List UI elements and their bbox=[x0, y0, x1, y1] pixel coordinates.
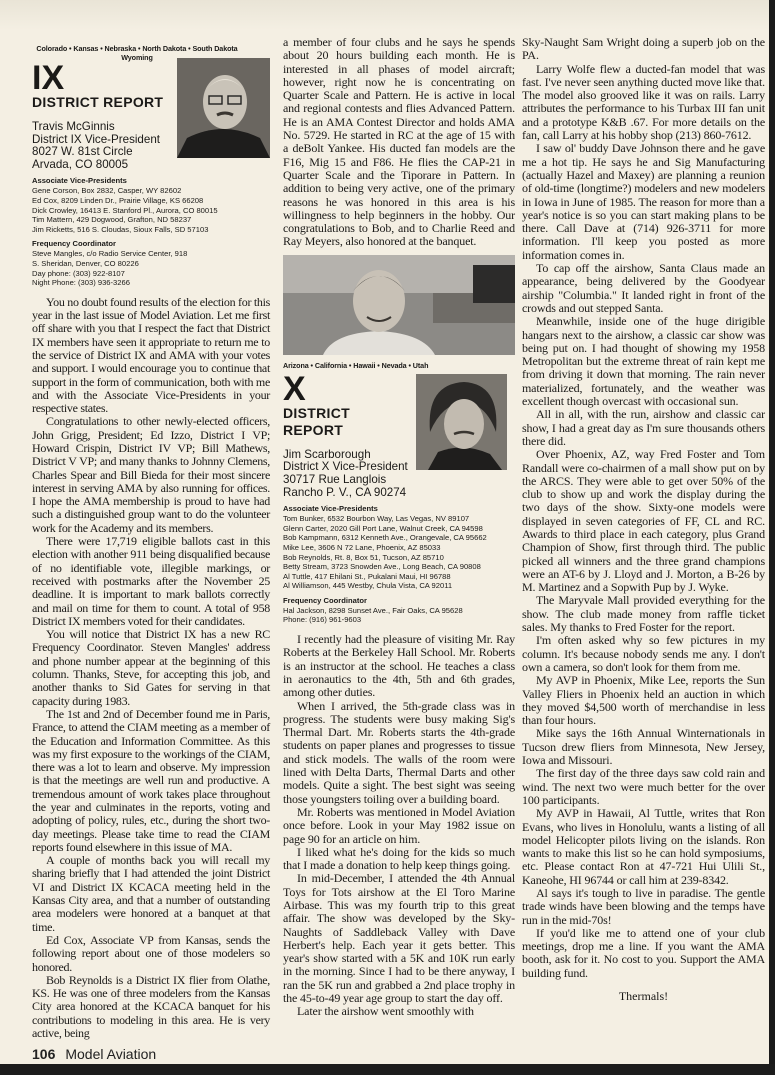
article-paragraph: All in all, with the run, airshow and classic car show, I had a great day as I'm sure thousands others there did. bbox=[522, 407, 765, 448]
article-paragraph: a member of four clubs and he says he spends about 20 hours building each month. He is interested in all phases of model aircraft; however, right now he is concentrating on Quarter Scale and Pattern. He is active in local and regional contests and flies Advanced Pattern. He is an AMA Contest Director and holds AMA No. 5729. He started in RC at the age of 15 with a deBolt Yankee. His ducted fan models are the F16, Mig 15 and F86. He flies the CAP-21 in Quarter Scale and the Tiporare in Pattern. In addition to being very active, one of the primary reasons he was honored in this area is his willingness to help beginners in the hobby. Our congratulations to Bob, and to Charlie Reed and Ray Meyers, also honored at the banquet. bbox=[283, 35, 515, 249]
article-paragraph: The first day of the three days saw cold rain and wind. The next two were much better for the over 100 participants. bbox=[522, 766, 765, 807]
column-1-body bbox=[32, 296, 270, 1041]
article-paragraph: If you'd like me to attend one of your club meetings, drop me a line. If you want the AMA booth, ask for it. No cost to you. Support the AMA building fund. bbox=[522, 925, 765, 980]
article-paragraph: To cap off the airshow, Santa Claus made an appearance, being delivered by the Goodyear airship "Columbia." It landed right in front of the crowds and out stepped Santa. bbox=[522, 261, 765, 315]
article-paragraph: I'm often asked why so few pictures in my column. It's because nobody sends me any. I don't own a camera, so don't look for them from me. bbox=[522, 633, 765, 674]
freq-contact bbox=[283, 606, 515, 625]
vp-address: Arvada, CO 80005 bbox=[32, 157, 129, 171]
freq-line: Phone: (916) 961-9603 bbox=[283, 615, 362, 625]
associate-entry: Al Tuttle, 417 Ehilani St., Pukalani Maui, HI 96788 bbox=[283, 571, 451, 581]
district-report-title: DISTRICT REPORT bbox=[32, 94, 164, 110]
portrait-icon bbox=[177, 58, 270, 158]
signoff: Thermals! bbox=[618, 989, 669, 1004]
article-paragraph: Al says it's tough to live in paradise. The gentle trade winds have been blowing and the temps have run in the mid-70s! bbox=[522, 886, 765, 927]
magazine-name: Model Aviation bbox=[65, 1046, 157, 1062]
district-numeral: IX bbox=[32, 59, 65, 97]
article-paragraph: I liked what he's doing for the kids so much that I made a donation to help keep things going. bbox=[283, 844, 515, 873]
photo-jim-scarborough bbox=[416, 374, 507, 470]
scan-border-right bbox=[769, 0, 775, 1075]
vp-address: 8027 W. 81st Circle bbox=[32, 145, 133, 159]
article-paragraph: My AVP in Phoenix, Mike Lee, reports the Sun Valley Fliers in Phoenix held an auction in which they moved $4,500 worth of merchandise in less than four hours. bbox=[522, 673, 765, 728]
column-2-top-body bbox=[283, 36, 515, 249]
freq-heading: Frequency Coordinator bbox=[283, 595, 367, 605]
page-number: 106 bbox=[32, 1046, 56, 1062]
states-line: Wyoming bbox=[121, 53, 153, 62]
article-paragraph: The Maryvale Mall provided everything for the show. The club made money from raffle ticket sales. My thanks to Fred Foster for the report. bbox=[522, 593, 765, 635]
article-paragraph: Later the airshow went smoothly with bbox=[297, 1004, 474, 1019]
freq-line: Steve Mangles, c/o Radio Service Center, 918 bbox=[32, 249, 188, 259]
freq-line: Hal Jackson, 8298 Sunset Ave., Fair Oaks, CA 95628 bbox=[283, 605, 463, 615]
associate-entry: Gene Corson, Box 2832, Casper, WY 82602 bbox=[32, 186, 182, 196]
freq-line: Day phone: (303) 922-8107 bbox=[32, 268, 125, 278]
article-paragraph: Mr. Roberts was mentioned in Model Aviation once before. Look in your May 1982 issue on page 90 for an article on him. bbox=[283, 804, 515, 846]
associates-list bbox=[283, 514, 515, 591]
article-paragraph: Congratulations to other newly-elected officers, John Grigg, President; Ed Izzo, District I VP; Howard Crispin, District IV VP; Bill Mathews, District V VP; and many thanks to Johnny Clemens, Charles Spear and Bill Bieda for their most sincere interest in serving AMA by also running for offices. I hope the AMA membership is proud to have had such a distinguished group want to do the volunteer work for the Academy and its members. bbox=[32, 414, 270, 535]
article-paragraph: A couple of months back you will recall my sharing briefly that I had attended the joint District VI and District IX KCACA meeting held in the Kansas City area, and that a number of outstanding area modelers were honored at a banquet at that time. bbox=[32, 853, 270, 934]
states-line: Colorado • Kansas • Nebraska • North Dakota • South Dakota bbox=[36, 44, 238, 53]
article-paragraph: My AVP in Hawaii, Al Tuttle, writes that Ron Evans, who lives in Honolulu, wants a listing of all model Helicopter pilots living on the islands. Ron wants to make this list so he can hold symposiums, etc. Please contact Ron at 47-721 Hui Ulili St., Kaneohe, HI 96744 or call him at 239-8342. bbox=[522, 806, 765, 887]
article-paragraph: Sky-Naught Sam Wright doing a superb job on the PA. bbox=[522, 35, 765, 63]
portrait-icon bbox=[283, 255, 515, 355]
article-paragraph: Mike says the 16th Annual Winternationals in Tucson drew fliers from Minnesota, New Jersey, Iowa and Missouri. bbox=[522, 726, 765, 768]
article-paragraph: When I arrived, the 5th-grade class was in progress. The students were busy making Sig's Thermal Dart. Mr. Roberts starts the 4th-grade students on paper planes and progresses to tissue and stick models. The walls of the room were lined with Delta Darts, Thermal Darts and other models. Quite a sight. The best sight was seeing those youngsters toiling over a building board. bbox=[283, 698, 515, 806]
associate-entry: Jim Ricketts, 516 S. Cloudas, Sioux Falls, SD 57103 bbox=[32, 224, 209, 234]
article-paragraph: There were 17,719 eligible ballots cast in this election with another 911 being disqualified because of no identifiable vote, illegible markings, or received with postmarks after the November 25 deadline. It is important to mark ballots correctly and mail on time for them to count. A total of 958 District IX members voted for their candidates. bbox=[32, 534, 270, 628]
associate-entry: Tim Mattern, 429 Dogwood, Grafton, ND 58237 bbox=[32, 215, 192, 225]
associates-list bbox=[32, 186, 270, 234]
district-report-title: DISTRICT REPORT bbox=[283, 404, 350, 438]
page-top-edge bbox=[0, 0, 769, 30]
photo-ray-roberts-outdoor bbox=[283, 255, 515, 355]
district-x-states: Arizona • California • Hawaii • Nevada • Utah bbox=[283, 360, 429, 370]
freq-contact bbox=[32, 249, 270, 287]
article-paragraph: I recently had the pleasure of visiting Mr. Ray Roberts at the Berkeley Hall School. Mr. Roberts is an instructor at the school. He teaches a class in aeronautics to the 4th, 5th and 6th grades, among other duties. bbox=[283, 632, 515, 700]
article-paragraph: The 1st and 2nd of December found me in Paris, France, to attend the CIAM meeting as a member of the Education and Information Committee. As this was my first exposure to the workings of the CIAM, there was a lot to learn and observe. My impression is that the meetings are well run and productive. A tremendous amount of work takes place throughout the year and culminates in the reports, voting and adopting of policy, rules, etc., during the short two-day meetings. Please take time to read the CIAM reports found elsewhere in this issue of MA. bbox=[32, 706, 270, 854]
vp-address: 30717 Rue Langlois bbox=[283, 472, 387, 486]
column-2 bbox=[283, 36, 515, 1019]
page-footer bbox=[32, 1047, 156, 1062]
associate-entry: Glenn Carter, 2020 Gill Port Lane, Walnut Creek, CA 94598 bbox=[283, 523, 483, 533]
associate-entry: Betty Stream, 3723 Snowden Ave., Long Beach, CA 90808 bbox=[283, 562, 481, 572]
associates-heading: Associate Vice-Presidents bbox=[32, 176, 127, 186]
article-paragraph: Larry Wolfe flew a ducted-fan model that was fast. I've never seen anything ducted move like that. The model also grooved like it was on rails. Larry attributes the performance to his Turbax III fan unit and a prototype K&B .67. For more details on the fan, call Larry at his hobby shop (213) 860-7612. bbox=[522, 61, 765, 143]
article-paragraph: In mid-December, I attended the 4th Annual Toys for Tots airshow at the El Toro Marine Airbase. This was my fourth trip to this great affair. The show was developed by the Sky-Naughts of Saddleback Valley with Dave Herbert's help. Each year it gets better. This year's show started with a 5K and 10K run early in the morning. Since I had to be there anyway, I ran the 5K run and grabbed a 2nd place trophy in the 45-to-49 year age group to start the day off. bbox=[283, 871, 515, 1006]
freq-line: Night Phone: (303) 936-3266 bbox=[32, 278, 130, 288]
vp-title: District IX Vice-President bbox=[32, 132, 161, 146]
freq-line: S. Sheridan, Denver, CO 80226 bbox=[32, 258, 139, 268]
district-numeral: X bbox=[283, 369, 306, 408]
associate-entry: Dick Crowley, 16413 E. Stanford Pl., Aurora, CO 80015 bbox=[32, 205, 218, 215]
article-paragraph: Meanwhile, inside one of the huge dirigible hangars next to the airshow, a classic car show was being put on. I had thought of showing my 1958 Metropolitan but the extreme threat of rain kept me from driving it down that morning. The rain never materialized, fortunately, and the weather was excellent though overcast with occasional sun. bbox=[522, 314, 765, 409]
associate-entry: Mike Lee, 3606 N 72 Lane, Phoenix, AZ 85033 bbox=[283, 542, 441, 552]
article-paragraph: Over Phoenix, AZ, way Fred Foster and Tom Randall were co-chairmen of a mall show put on by the ARCS. They were able to get over 50% of the club to show up and work the display during the two days of the show. Sixty-one models were displayed in seven categories of FF, CL and RC. Awards to third place in each category, plus Grand Champion of Show, first through third. The public picked all winners and the three grand champions were an AT-6 by J. Lloyd and J. Morton, a B-26 by M. Martinez and a Sopwith Pup by J. Wyke. bbox=[522, 447, 765, 595]
column-2-bottom-body bbox=[283, 633, 515, 1019]
column-3-body bbox=[522, 36, 765, 1003]
associate-entry: Al Williamson, 445 Westby, Chula Vista, CA 92011 bbox=[283, 581, 453, 591]
associates-heading: Associate Vice-Presidents bbox=[283, 504, 378, 514]
vp-address: Rancho P. V., CA 90274 bbox=[283, 485, 407, 499]
photo-travis-mcginnis bbox=[177, 58, 270, 158]
article-paragraph: I saw ol' buddy Dave Johnson there and he gave me a hot tip. He says he and Sig Manufacturing (actually Hazel and Maxey) are planning a reunion of old-time (longtime?) modelers and new modelers in Iowa in June of 1985. The reason for more than a year's notice is so you can start making plans to be there. Call Dave at (714) 926-3711 for more information. I'll keep you posted as more information comes in. bbox=[522, 141, 765, 262]
freq-heading: Frequency Coordinator bbox=[32, 239, 116, 249]
article-paragraph: Bob Reynolds is a District IX flier from Olathe, KS. He was one of three modelers from the Kansas City area honored at the KCACA banquet for his contributions to modeling in this area. He is very active, being bbox=[32, 972, 270, 1041]
district-x-header bbox=[283, 361, 515, 625]
article-paragraph: You will notice that District IX has a new RC Frequency Coordinator. Steven Mangles' address and phone number appear at the beginning of this column. Thanks, Steve, for accepting this job, and another thanks to Sid Gates for serving in that capacity during 1983. bbox=[32, 627, 270, 708]
vp-name: Travis McGinnis bbox=[32, 120, 115, 133]
portrait-icon bbox=[416, 374, 507, 470]
article-paragraph: You no doubt found results of the election for this year in the last issue of Model Aviation. Let me first off share with you that I respect the fact that District IX members have seen it appropriate to return me to the service of District IX and AMA with your votes and support. I would encourage you to continue that support in the form of communication, both with me and with the Associate Vice-Presidents in your respective states. bbox=[32, 294, 270, 416]
associate-entry: Tom Bunker, 6532 Bourbon Way, Las Vegas, NV 89107 bbox=[283, 514, 470, 524]
column-1 bbox=[32, 44, 270, 1040]
vp-name: Jim Scarborough bbox=[283, 447, 371, 461]
vp-title: District X Vice-President bbox=[283, 460, 408, 474]
associate-entry: Bob Kampmann, 6312 Kenneth Ave., Orangevale, CA 95662 bbox=[283, 533, 487, 543]
article-paragraph: Ed Cox, Associate VP from Kansas, sends the following report about one of those modelers so honored. bbox=[32, 932, 270, 974]
scan-border-bottom bbox=[0, 1064, 775, 1075]
associate-entry: Bob Reynolds, Rt. 8, Box 51, Tucson, AZ 85710 bbox=[283, 552, 444, 562]
associate-entry: Ed Cox, 8209 Linden Dr., Prairie Village, KS 66208 bbox=[32, 195, 204, 205]
district-ix-header bbox=[32, 44, 270, 288]
